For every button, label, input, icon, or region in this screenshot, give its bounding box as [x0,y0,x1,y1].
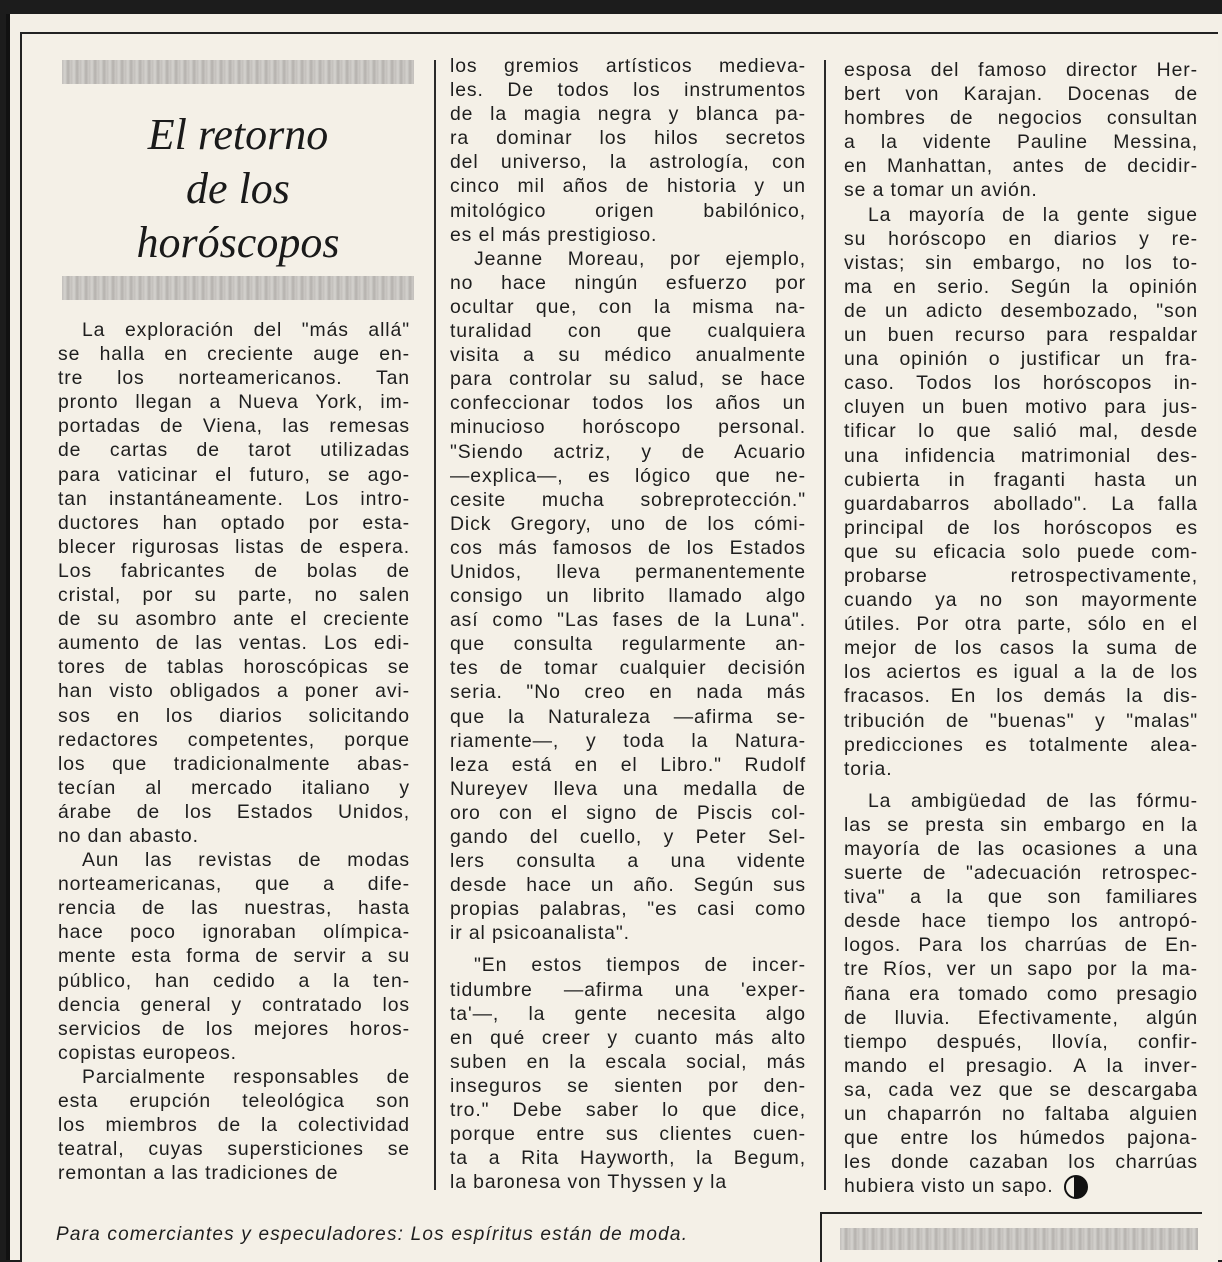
text-line: minucioso horóscopo personal. [450,416,806,439]
text-line: de la magia negra y blanca pa- [450,103,806,126]
text-line: tre los norteamericanos. Tan [58,367,410,390]
column-rule [824,60,826,1190]
text-line: desde hace tiempo los antropó- [844,910,1198,933]
text-line: logos. Para los charrúas de En- [844,934,1198,957]
article-title [62,108,414,270]
text-line: mitológico origen babilónico, [450,199,806,222]
text-line: guardabarros abollado". La falla [844,492,1198,515]
text-line: La ambigüedad de las fórmu- [868,789,1198,812]
text-line: tan instantáneamente. Los intro- [58,487,410,510]
text-line: les. De todos los instrumentos [450,79,806,102]
text-line: tecían al mercado italiano y [58,776,410,799]
text-line: cos más famosos de los Estados [450,536,806,559]
text-line: Parcialmente responsables de [82,1065,410,1088]
text-line: blecer rigurosas listas de espera. [58,535,410,558]
text-line: suerte de "adecuación retrospec- [844,862,1198,885]
text-line: ta'—, la gente necesita algo [450,1002,806,1025]
text-line: sos en los diarios solicitando [58,704,410,727]
text-line: tiempo después, llovía, confir- [844,1030,1198,1053]
text-line: es el más prestigioso. [450,223,658,246]
text-line: probarse retrospectivamente, [844,564,1198,587]
text-line: que la Naturaleza —afirma se- [450,705,806,728]
text-line: su horóscopo en diarios y re- [844,227,1198,250]
text-line: no dan abasto. [58,824,199,847]
column-2 [450,54,806,1194]
text-line: riamente—, y toda la Natura- [450,729,806,752]
text-line: cristal, por su parte, no salen [58,584,410,607]
text-line: se halla en creciente auge en- [58,343,410,366]
adjacent-box [820,1212,1202,1262]
text-line: oro con el signo de Piscis col- [450,801,806,824]
text-line: los gremios artísticos medieva- [450,55,806,77]
text-line: en Manhattan, antes de decidir- [844,155,1198,178]
end-of-article-icon [1064,1175,1088,1199]
text-line: predicciones es totalmente alea- [844,733,1198,756]
text-line: tribución de "buenas" y "malas" [844,709,1198,732]
text-line: turalidad con que cualquiera [450,320,806,343]
text-line: que su eficacia solo puede com- [844,540,1198,563]
text-line: que entre los húmedos pajona- [844,1127,1198,1150]
text-line: sa, cada vez que se descargaba [844,1078,1198,1101]
text-line: desde hace un año. Según sus [450,874,806,897]
text-line: una opinión o justificar un fra- [844,348,1198,371]
text-line: los miembros de la colectividad [58,1114,410,1137]
text-line: les donde cazaban los charrúas [844,1151,1198,1174]
text-line: mejor de los casos la suma de [844,637,1198,660]
text-line: redactores competentes, porque [58,728,410,751]
title-line: horóscopos [136,218,340,267]
text-line: La exploración del "más allá" [82,319,410,341]
text-line: los que tradicionalmente abas- [58,752,410,775]
text-line: se a tomar un avión. [844,179,1038,202]
text-line: fracasos. En los demás la dis- [844,685,1198,708]
text-line: cubierta in fraganti hasta un [844,468,1198,491]
text-line: ra dominar los hilos secretos [450,127,806,150]
text-line: público, han cedido a la ten- [58,969,410,992]
text-line: "Siendo actriz, y de Acuario [450,440,806,463]
text-line: visita a su médico anualmente [450,344,806,367]
text-line: así como "Las fases de la Luna". [450,609,806,632]
text-line: norteamericanas, que a dife- [58,873,410,896]
text-line: tiva" a la que son familiares [844,886,1198,909]
title-bottom-bar [62,276,414,300]
text-line: no hace ningún esfuerzo por [450,271,806,294]
text-line: confeccionar todos los años un [450,392,806,415]
text-line: suben en la escala social, más [450,1050,806,1073]
column-rule [434,60,436,1190]
text-line: leza está en el Libro." Rudolf [450,753,806,776]
text-line: copistas europeos. [58,1041,237,1064]
text-line: pronto llegan a Nueva York, im- [58,391,410,414]
text-line: servicios de los mejores horos- [58,1017,410,1040]
text-line: los aciertos es igual a la de los [844,661,1198,684]
text-line: lers consulta a una vidente [450,850,806,873]
text-line: aumento de las ventas. Los edi- [58,632,410,655]
photo-caption: Para comerciantes y especuladores: Los espíritus están de moda. [56,1224,689,1245]
text-line: que consulta regularmente an- [450,633,806,656]
text-line: remontan a las tradiciones de [58,1162,339,1185]
text-line: porque entre sus clientes cuen- [450,1123,806,1146]
text-line: propias palabras, "es casi como [450,898,806,921]
text-line: hubiera visto un sapo. [844,1174,1198,1198]
text-line: "En estos tiempos de incer- [474,954,806,977]
paragraph-gap [844,781,1198,789]
text-line: mente esta forma de servir a su [58,945,410,968]
text-line: portadas de Viena, las remesas [58,415,410,438]
text-line: para vaticinar el futuro, se ago- [58,463,410,486]
text-line: a la vidente Pauline Messina, [844,131,1198,154]
text-line: teatral, cuyas supersticiones se [58,1138,410,1161]
text-line: caso. Todos los horóscopos in- [844,372,1198,395]
text-line: ductores han optado por esta- [58,511,410,534]
text-line: Aun las revistas de modas [82,849,410,872]
text-line: ir al psicoanalista". [450,922,630,945]
text-line: cuando ya no son mayormente [844,589,1198,612]
text-line: Jeanne Moreau, por ejemplo, [474,247,806,270]
text-line: de un adicto desembozado, "son [844,299,1198,322]
text-line: Nureyev lleva una medalla de [450,777,806,800]
text-line: las se presta sin embargo en la [844,813,1198,836]
text-line: consigo un librito llamado algo [450,585,806,608]
text-line: —explica—, es lógico que ne- [450,464,806,487]
text-line: seria. "No creo en nada más [450,681,806,704]
text-line: hombres de negocios consultan [844,107,1198,130]
text-line: vistas; sin embargo, no los to- [844,251,1198,274]
text-line: de cartas de tarot utilizadas [58,439,410,462]
text-line: para controlar su salud, se hace [450,368,806,391]
text-line: tes de tomar cualquier decisión [450,657,806,680]
text-line: esta erupción teleológica son [58,1090,410,1112]
title-top-bar [62,60,414,84]
text-line: Los fabricantes de bolas de [58,559,410,582]
text-line: hace poco ignoraban olímpica- [58,921,410,944]
text-line: principal de los horóscopos es [844,516,1198,539]
text-line: de su asombro ante el creciente [58,608,410,631]
text-line: cesite mucha sobreprotección." [450,488,806,511]
text-line: bert von Karajan. Docenas de [844,83,1198,106]
text-line: árabe de los Estados Unidos, [58,800,410,823]
text-line: un buen recurso para respaldar [844,324,1198,347]
text-line: de lluvia. Efectivamente, algún [844,1006,1198,1029]
text-line: han visto obligados a poner avi- [58,680,410,703]
text-line: un chaparrón no faltaba alguien [844,1103,1198,1126]
text-line: Dick Gregory, uno de los cómi- [450,512,806,535]
text-line: ta a Rita Hayworth, la Begum, [450,1147,806,1170]
text-line: en qué creer y cuanto más alto [450,1026,806,1049]
column-3 [844,58,1198,1198]
text-line: ma en serio. Según la opinión [844,275,1198,298]
text-line: tre Ríos, ver un sapo por la ma- [844,958,1198,981]
text-line: inseguros se sienten por den- [450,1074,806,1097]
text-line: la baronesa von Thyssen y la [450,1171,728,1194]
text-line: tificar lo que salió mal, desde [844,420,1198,443]
text-line: tro." Debe saber lo que dice, [450,1099,806,1122]
text-line: Unidos, lleva permanentemente [450,560,806,583]
column-1 [58,318,410,1185]
text-line: ñana era tomado como presagio [844,982,1198,1005]
text-line: tidumbre —afirma una 'exper- [450,978,806,1001]
text-line: cinco mil años de historia y un [450,175,806,198]
text-line: útiles. Por otra parte, sólo en el [844,613,1198,636]
text-line: mayoría de las ocasiones a una [844,838,1198,860]
text-line: ocultar que, con la misma na- [450,295,806,318]
text-line: mando el presagio. A la inver- [844,1054,1198,1077]
title-line: de los [186,164,290,213]
text-line: rencia de las nuestras, hasta [58,897,410,920]
paragraph-gap [450,945,806,953]
title-line: El retorno [147,110,329,159]
text-line: toria. [844,757,893,780]
adjacent-box-bar [840,1228,1198,1250]
text-line: gando del cuello, y Peter Sel- [450,826,806,848]
text-line: dencia general y contratado los [58,993,410,1016]
text-line: una infidencia matrimonial des- [844,444,1198,467]
text-line: La mayoría de la gente sigue [868,203,1198,226]
text-line: esposa del famoso director Her- [844,59,1198,81]
text-line: del universo, la astrología, con [450,151,806,174]
text-line: cluyen un buen motivo para jus- [844,396,1198,419]
text-line: tores de tablas horoscópicas se [58,656,410,679]
